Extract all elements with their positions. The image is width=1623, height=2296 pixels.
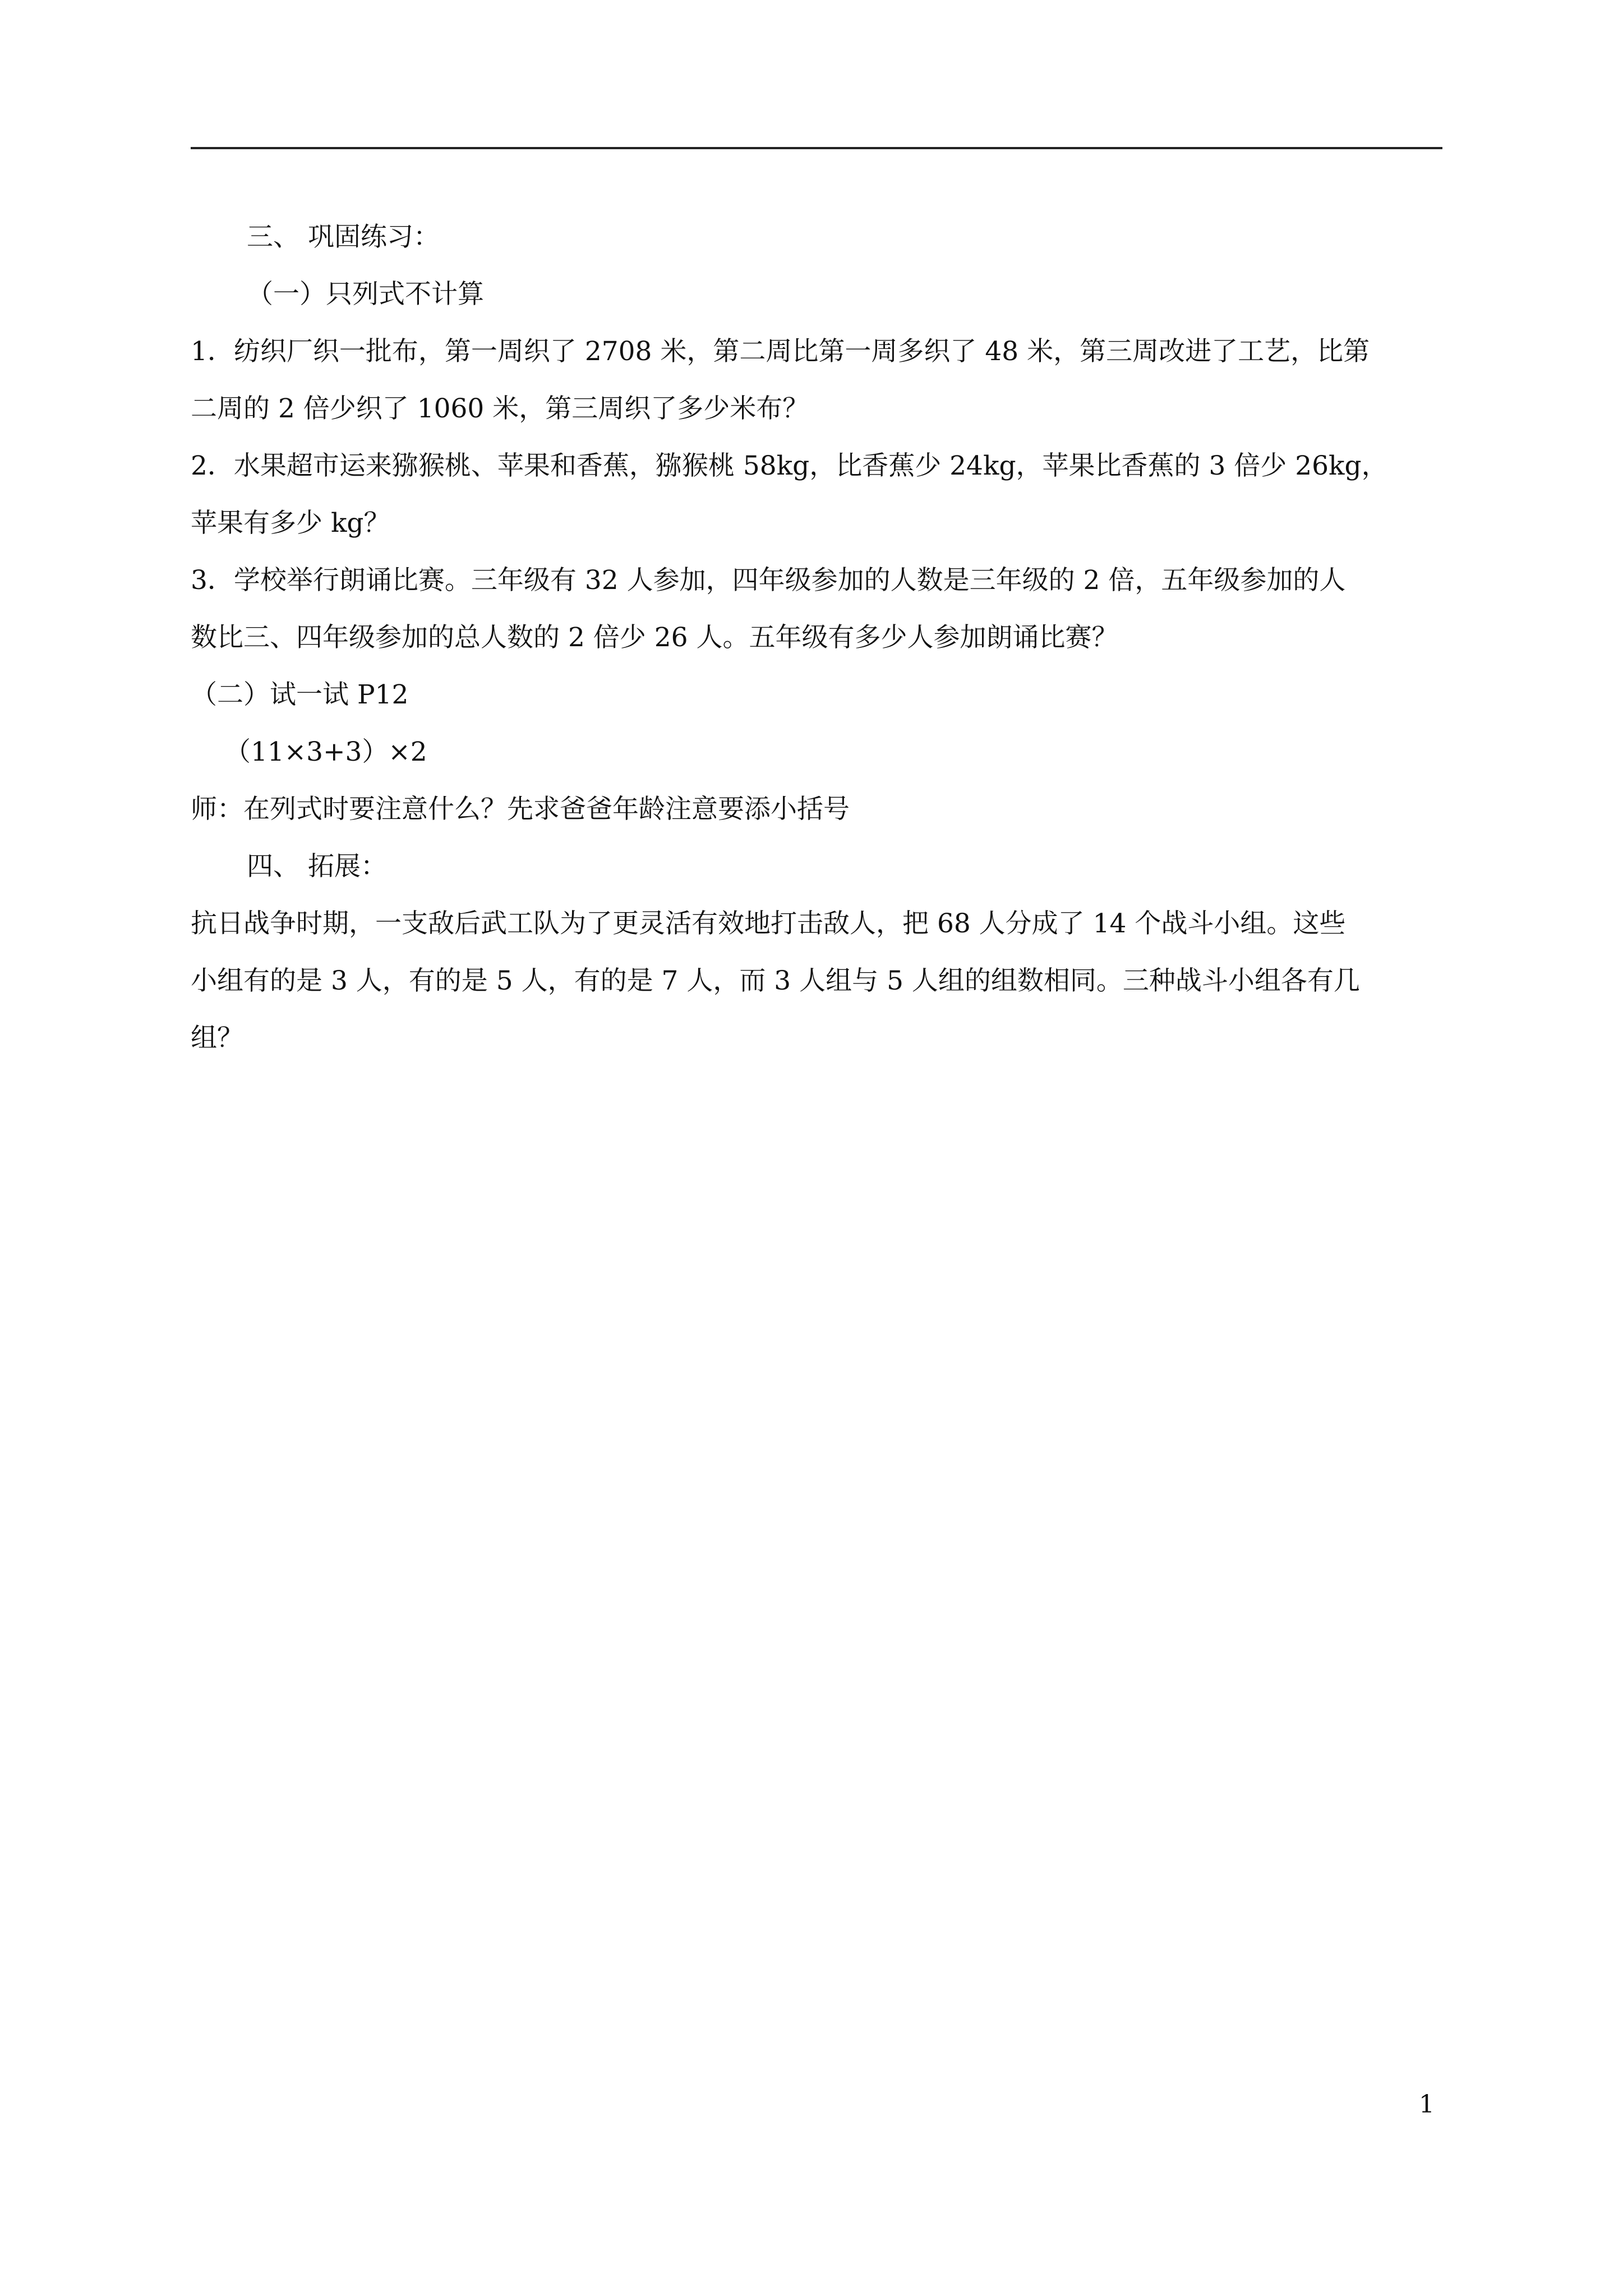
- question-2-line-2: 苹果有多少 kg？: [191, 508, 390, 539]
- question-1-line-1: 1．纺织厂织一批布，第一周织了 2708 米，第二周比第一周多织了 48 米，第三周改进了工艺，比第: [191, 336, 1370, 367]
- extension-problem-line-1: 抗日战争时期，一支敌后武工队为了更灵活有效地打击敌人，把 68 人分成了 14 个战斗小组。这些: [191, 908, 1346, 939]
- teacher-note: 师：在列式时要注意什么？先求爸爸年龄注意要添小括号: [191, 794, 850, 825]
- extension-problem-line-3: 组？: [191, 1023, 243, 1053]
- section-4-heading: 四、 拓展：: [247, 851, 387, 882]
- page-number: 1: [1419, 2090, 1435, 2119]
- formula: （11×3+3）×2: [224, 737, 427, 767]
- subsection-1-heading: （一）只列式不计算: [247, 279, 484, 310]
- question-3-line-2: 数比三、四年级参加的总人数的 2 倍少 26 人。五年级有多少人参加朗诵比赛？: [191, 622, 1118, 653]
- question-3-line-1: 3．学校举行朗诵比赛。三年级有 32 人参加，四年级参加的人数是三年级的 2 倍，五年级参加的人: [191, 565, 1346, 596]
- question-1-line-2: 二周的 2 倍少织了 1060 米，第三周织了多少米布？: [191, 393, 809, 424]
- subsection-2-heading: （二）试一试 P12: [191, 679, 409, 710]
- question-2-line-1: 2．水果超市运来猕猴桃、苹果和香蕉，猕猴桃 58kg，比香蕉少 24kg，苹果比香蕉的 3 倍少 26kg，: [191, 450, 1388, 481]
- header-rule: [191, 147, 1442, 149]
- extension-problem-line-2: 小组有的是 3 人，有的是 5 人，有的是 7 人，而 3 人组与 5 人组的组数相同。三种战斗小组各有几: [191, 965, 1360, 996]
- section-3-heading: 三、 巩固练习：: [247, 222, 440, 252]
- document-body: [191, 209, 1442, 1067]
